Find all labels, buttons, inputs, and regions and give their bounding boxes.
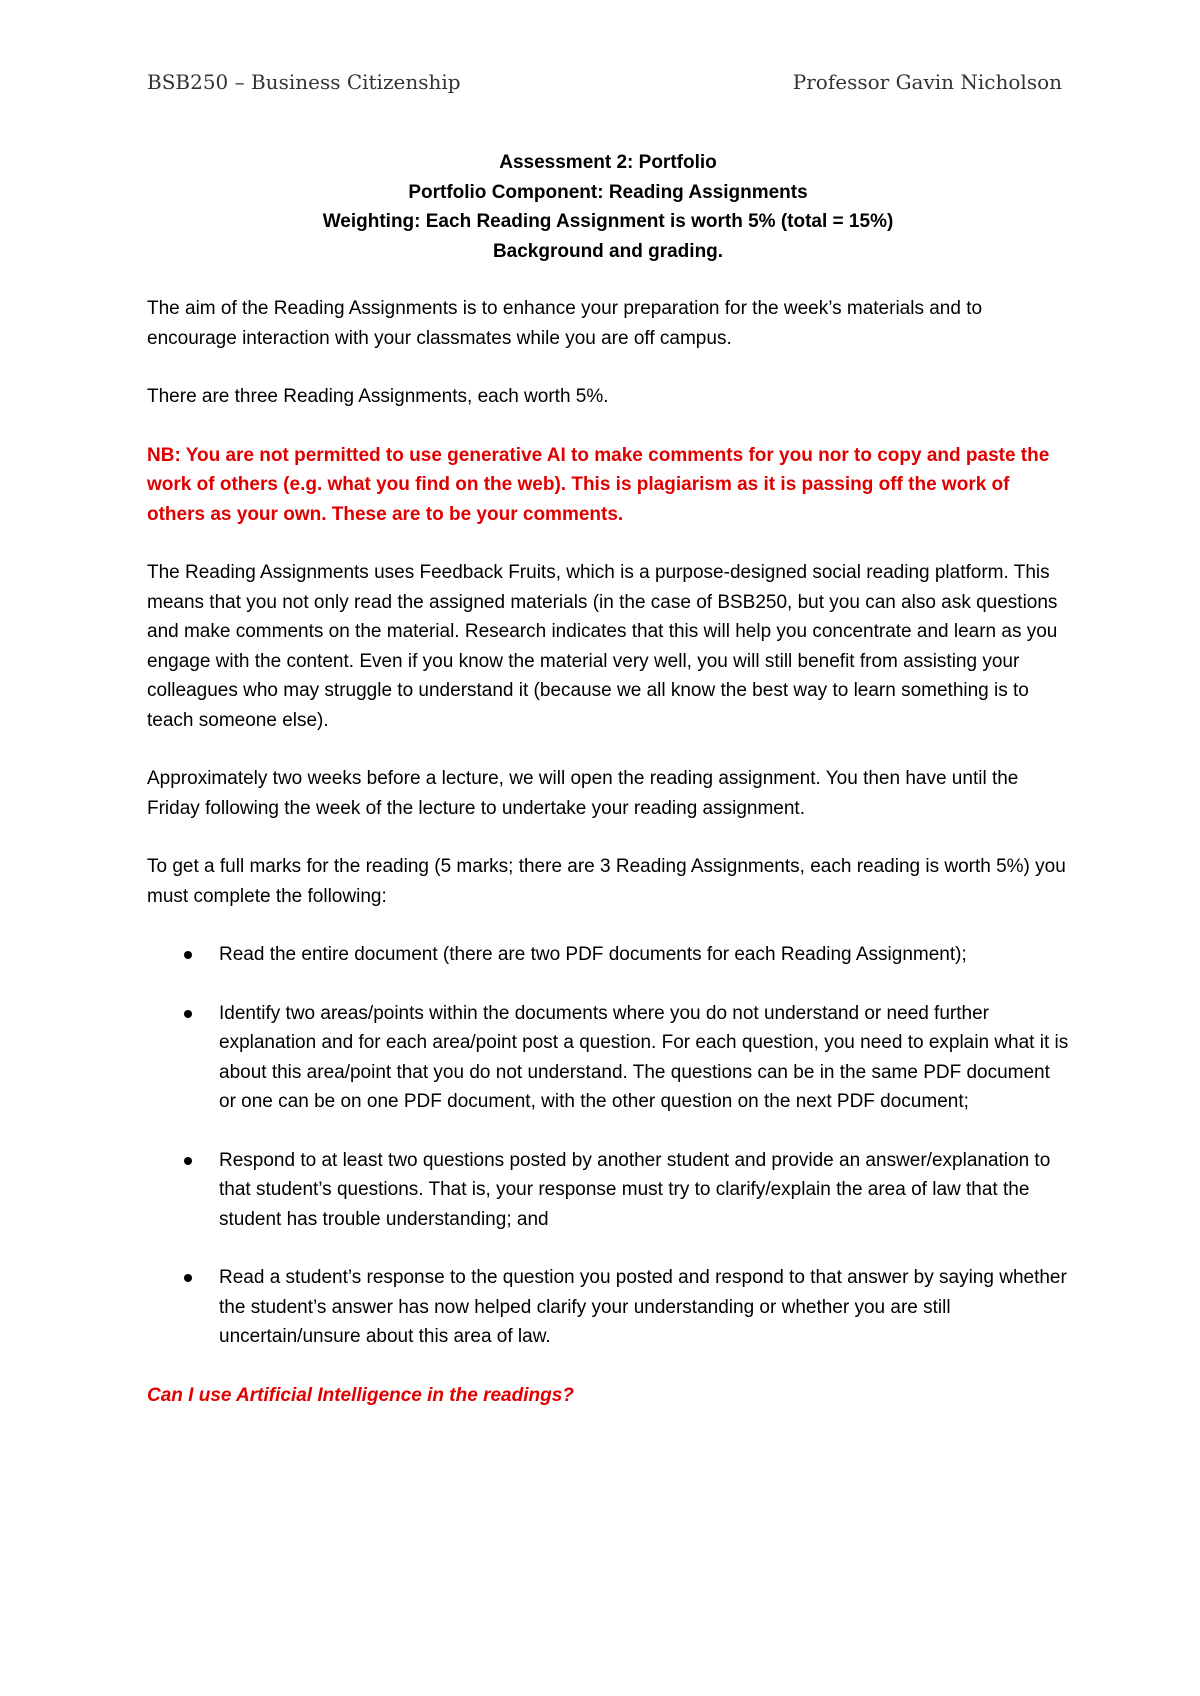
marks-paragraph: To get a full marks for the reading (5 marks; there are 3 Reading Assignments, each reading is worth 5%) you must complete the following:	[147, 856, 1066, 907]
three-assignments-paragraph: There are three Reading Assignments, each worth 5%.	[147, 386, 609, 407]
ai-question-heading: Can I use Artificial Intelligence in the readings?	[147, 1384, 574, 1406]
list-item-text: Respond to at least two questions posted by another student and provide an answer/explanation to that student’s questions. That is, your response must try to clarify/explain the area of law that the student has trouble understanding; and	[219, 1149, 1051, 1230]
list-item	[147, 1146, 1069, 1235]
timing-paragraph: Approximately two weeks before a lecture, we will open the reading assignment. You then have until the Friday following the week of the lecture to undertake your reading assignment.	[147, 768, 1019, 819]
list-item	[147, 940, 1069, 970]
professor-name: Professor Gavin Nicholson	[792, 70, 1062, 94]
course-title: BSB250 – Business Citizenship	[147, 70, 461, 94]
list-item	[147, 999, 1069, 1117]
feedback-fruits-paragraph: The Reading Assignments uses Feedback Fruits, which is a purpose-designed social reading platform. This means that you not only read the assigned materials (in the case of BSB250, but you can also ask questions and make comments on the material. Research indicates that this will help you concentrate and learn as you engage with the content. Even if you know the material very well, you will still benefit from assisting your colleagues who may struggle to understand it (because we all know the best way to learn something is to teach someone else).	[147, 562, 1058, 731]
assessment-title: Assessment 2: Portfolio	[499, 152, 717, 173]
requirements-list	[147, 940, 1069, 1352]
document-body	[147, 148, 1069, 1410]
list-item	[147, 1263, 1069, 1352]
aim-paragraph: The aim of the Reading Assignments is to enhance your preparation for the week’s materials and to encourage interaction with your classmates while you are off campus.	[147, 298, 983, 349]
list-item-text: Read a student’s response to the question you posted and respond to that answer by saying whether the student’s answer has now helped clarify your understanding or whether you are still uncertain/unsure about this area of law.	[219, 1267, 1067, 1347]
list-item-text: Identify two areas/points within the documents where you do not understand or need further explanation and for each area/point post a question. For each question, you need to explain what it is about this area/point that you do not understand. The questions can be in the same PDF document or one can be on one PDF document, with the other question on the next PDF document;	[219, 1002, 1069, 1112]
background-title: Background and grading.	[492, 240, 724, 262]
list-item-text: Read the entire document (there are two PDF documents for each Reading Assignment);	[219, 944, 967, 965]
bullet-icon	[184, 1010, 192, 1018]
bullet-icon	[184, 951, 192, 959]
weighting-title: Weighting: Each Reading Assignment is worth 5% (total = 15%)	[322, 211, 894, 232]
bullet-icon	[184, 1274, 192, 1282]
component-title: Portfolio Component: Reading Assignments	[408, 181, 808, 203]
title-block	[147, 148, 1069, 266]
nb-warning-paragraph: NB: You are not permitted to use generative AI to make comments for you nor to copy and paste the work of others (e.g. what you find on the web). This is plagiarism as it is passing off the work of others as your own. These are to be your comments.	[147, 444, 1050, 525]
bullet-icon	[184, 1157, 192, 1165]
page-header	[147, 70, 1062, 102]
